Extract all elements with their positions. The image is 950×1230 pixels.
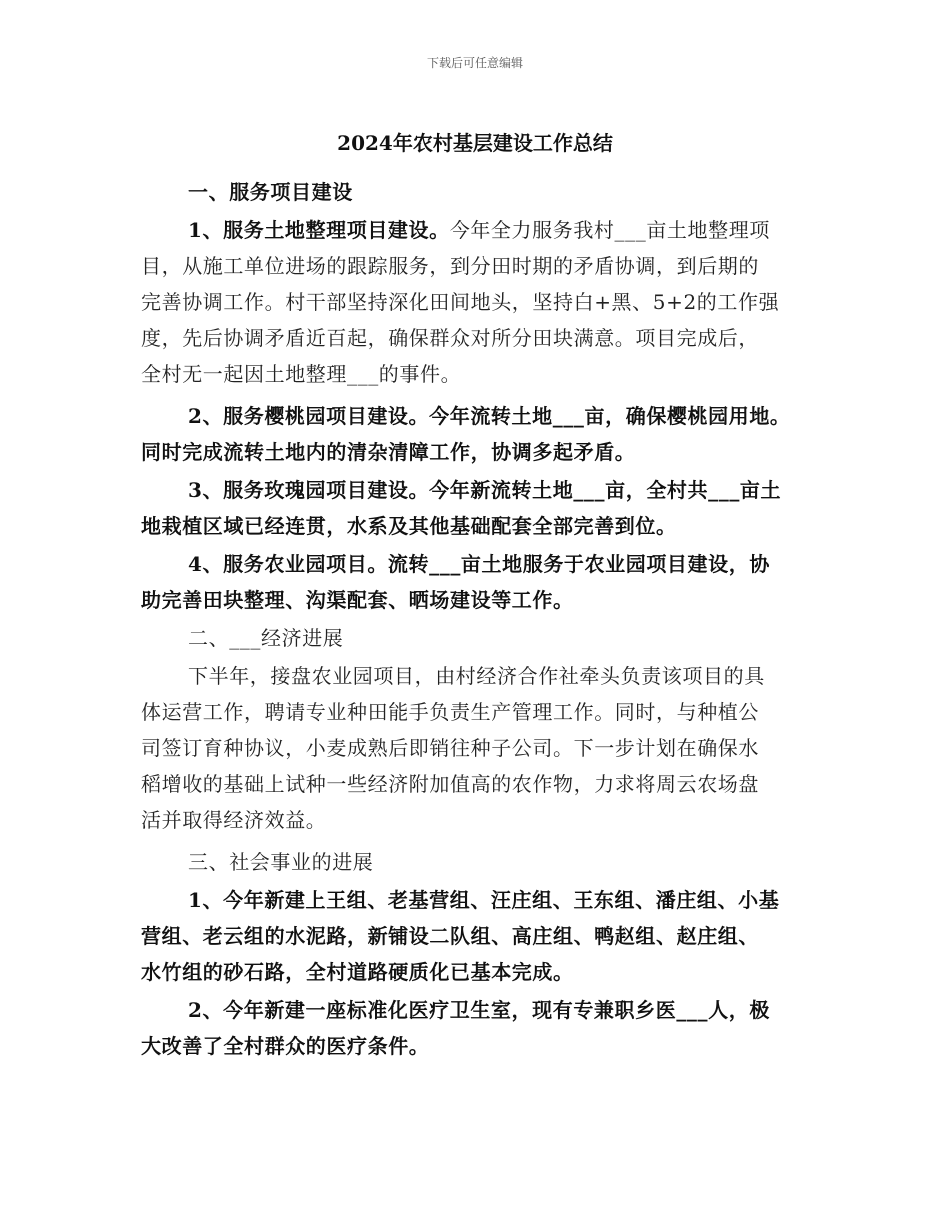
paragraph-7-line-1: 2、今年新建一座标准化医疗卫生室，现有专兼职乡医___人，极 [188, 998, 770, 1022]
paragraph-1-line-1 [188, 214, 770, 243]
paragraph-1-line-5: 全村无一起因土地整理___的事件。 [141, 362, 462, 386]
paragraph-2-line-1: 2、服务樱桃园项目建设。今年流转土地___亩，确保樱桃园用地。 [188, 404, 791, 428]
header-note: 下载后可任意编辑 [426, 56, 523, 70]
paragraph-6-line-3: 水竹组的砂石路，全村道路硬质化已基本完成。 [141, 960, 574, 984]
paragraph-5-line-2: 体运营工作，聘请专业种田能手负责生产管理工作。同时，与种植公 [141, 700, 759, 724]
paragraph-4-line-1: 4、服务农业园项目。流转___亩土地服务于农业园项目建设，协 [188, 552, 770, 576]
paragraph-1-line-3: 完善协调工作。村干部坚持深化田间地头，坚持白+黑、5+2的工作强 [141, 290, 780, 314]
paragraph-1-line-1-rest: 今年全力服务我村___亩土地整理项 [449, 218, 770, 242]
section-heading-3: 三、社会事业的进展 [188, 850, 374, 874]
paragraph-4-line-2: 助完善田块整理、沟渠配套、晒场建设等工作。 [141, 588, 574, 612]
paragraph-5-line-3: 司签订育种协议，小麦成熟后即销往种子公司。下一步计划在确保水 [141, 736, 759, 760]
paragraph-6-line-2: 营组、老云组的水泥路，新铺设二队组、高庄组、鸭赵组、赵庄组、 [141, 924, 759, 948]
section-heading-2: 二、___经济进展 [188, 626, 344, 650]
paragraph-5-line-5: 活并取得经济效益。 [141, 808, 327, 832]
paragraph-3-line-2: 地栽植区域已经连贯，水系及其他基础配套全部完善到位。 [141, 514, 677, 538]
paragraph-1-lead: 1、服务土地整理项目建设。 [188, 218, 450, 242]
paragraph-6-line-1: 1、今年新建上王组、老基营组、汪庄组、王东组、潘庄组、小基 [188, 888, 780, 912]
paragraph-5-line-1: 下半年，接盘农业园项目，由村经济合作社牵头负责该项目的具 [188, 664, 765, 688]
section-heading-1: 一、服务项目建设 [188, 180, 353, 204]
paragraph-3-line-1: 3、服务玫瑰园项目建设。今年新流转土地___亩，全村共___亩土 [188, 478, 782, 502]
paragraph-2-line-2: 同时完成流转土地内的清杂清障工作，协调多起矛盾。 [141, 440, 636, 464]
paragraph-1-line-4: 度，先后协调矛盾近百起，确保群众对所分田块满意。项目完成后， [141, 326, 759, 350]
paragraph-7-line-2: 大改善了全村群众的医疗条件。 [141, 1034, 430, 1058]
document-title: 2024年农村基层建设工作总结 [337, 131, 613, 155]
paragraph-1-line-2: 目，从施工单位进场的跟踪服务，到分田时期的矛盾协调，到后期的 [141, 254, 759, 278]
paragraph-5-line-4: 稻增收的基础上试种一些经济附加值高的农作物，力求将周云农场盘 [141, 772, 759, 796]
